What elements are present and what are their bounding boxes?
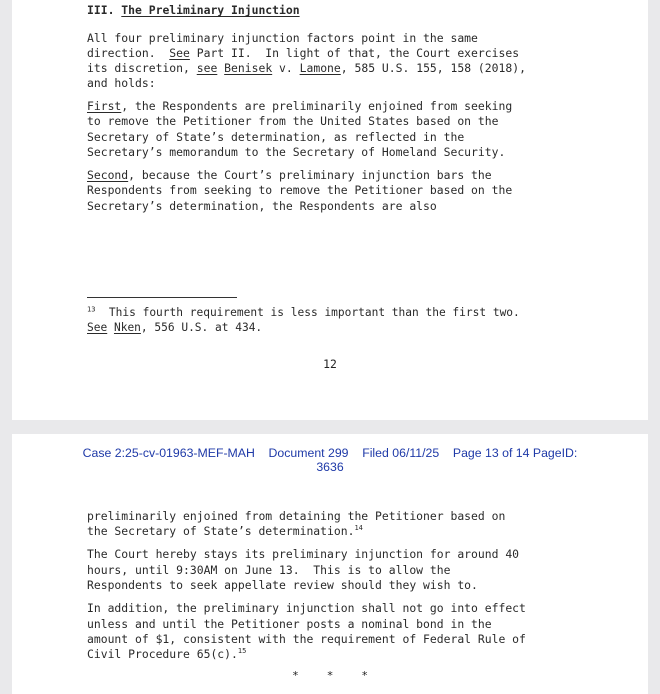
text-line: preliminarily enjoined from detaining the Petitioner based on bbox=[87, 509, 506, 523]
text-line: and holds: bbox=[87, 76, 156, 90]
text-line bbox=[87, 168, 492, 183]
heading-title: The Preliminary Injunction bbox=[121, 3, 300, 17]
text-line bbox=[87, 46, 519, 61]
text-line: Secretary’s memorandum to the Secretary of Homeland Security. bbox=[87, 145, 506, 159]
text-line: Respondents to seek appellate review should they wish to. bbox=[87, 578, 478, 592]
case-name: Benisek bbox=[224, 61, 273, 75]
ordinal-second: Second bbox=[87, 168, 129, 182]
text-line: The Court hereby stays its preliminary injunction for around 40 bbox=[87, 547, 520, 561]
footnote-ref: 14 bbox=[354, 524, 363, 533]
text-span: , the Respondents are preliminarily enjoined from seeking bbox=[121, 99, 513, 113]
signal-see: See bbox=[169, 46, 190, 60]
text-line bbox=[87, 99, 512, 114]
text-line: hours, until 9:30AM on June 13. This is to allow the bbox=[87, 563, 451, 577]
star: * bbox=[326, 669, 334, 682]
text-line: All four preliminary injunction factors point in the same bbox=[87, 31, 478, 45]
text-line: Secretary of State’s determination, as reflected in the bbox=[87, 130, 465, 144]
text-line bbox=[87, 305, 520, 320]
text-span: Part II. In light of that, the Court exercises bbox=[189, 46, 520, 60]
star: * bbox=[361, 669, 368, 682]
star: * bbox=[292, 669, 299, 682]
text-span: This fourth requirement is less important than the first two. bbox=[95, 306, 520, 319]
text-line bbox=[87, 647, 246, 662]
text-line: amount of $1, consistent with the requirement of Federal Rule of bbox=[87, 632, 526, 646]
text-span bbox=[107, 321, 114, 334]
section-heading bbox=[87, 3, 300, 18]
heading-number: III. bbox=[87, 3, 115, 17]
text-line: Secretary’s determination, the Respondents are also bbox=[87, 199, 437, 213]
ordinal-first: First bbox=[87, 99, 122, 113]
text-span: v. bbox=[272, 61, 300, 75]
text-span: , 556 U.S. at 434. bbox=[140, 321, 263, 334]
text-line bbox=[87, 524, 363, 539]
text-span: , because the Court’s preliminary injunction bars the bbox=[128, 168, 492, 182]
text-span: the Secretary of State’s determination. bbox=[87, 524, 355, 538]
case-name: Nken bbox=[113, 321, 141, 334]
text-line: to remove the Petitioner from the United States based on the bbox=[87, 114, 499, 128]
page-number: 12 bbox=[323, 357, 337, 371]
header-line: 3636 bbox=[316, 460, 344, 474]
footnote-divider bbox=[87, 297, 237, 298]
text-line: unless and until the Petitioner posts a nominal bond in the bbox=[87, 617, 492, 631]
text-line bbox=[87, 320, 262, 335]
footnote-number: 13 bbox=[87, 305, 96, 314]
signal-see: See bbox=[87, 321, 108, 334]
text-line bbox=[87, 61, 526, 76]
case-name: Lamone bbox=[299, 61, 341, 75]
document-page-12 bbox=[12, 0, 648, 420]
text-span: its discretion, bbox=[87, 61, 197, 75]
document-page-13 bbox=[12, 434, 648, 694]
text-line: Respondents from seeking to remove the Petitioner based on the bbox=[87, 183, 513, 197]
section-break-stars bbox=[12, 669, 648, 682]
text-line: In addition, the preliminary injunction shall not go into effect bbox=[87, 601, 526, 615]
header-line: Case 2:25-cv-01963-MEF-MAH Document 299 Filed 06/11/25 Page 13 of 14 PageID: bbox=[82, 446, 578, 460]
text-span: Civil Procedure 65(c). bbox=[87, 647, 238, 661]
signal-see: see bbox=[196, 61, 218, 75]
text-span: direction. bbox=[87, 46, 170, 60]
footnote-ref: 15 bbox=[237, 647, 247, 656]
text-span: , 585 U.S. 155, 158 (2018), bbox=[340, 61, 526, 75]
case-header bbox=[12, 446, 648, 474]
